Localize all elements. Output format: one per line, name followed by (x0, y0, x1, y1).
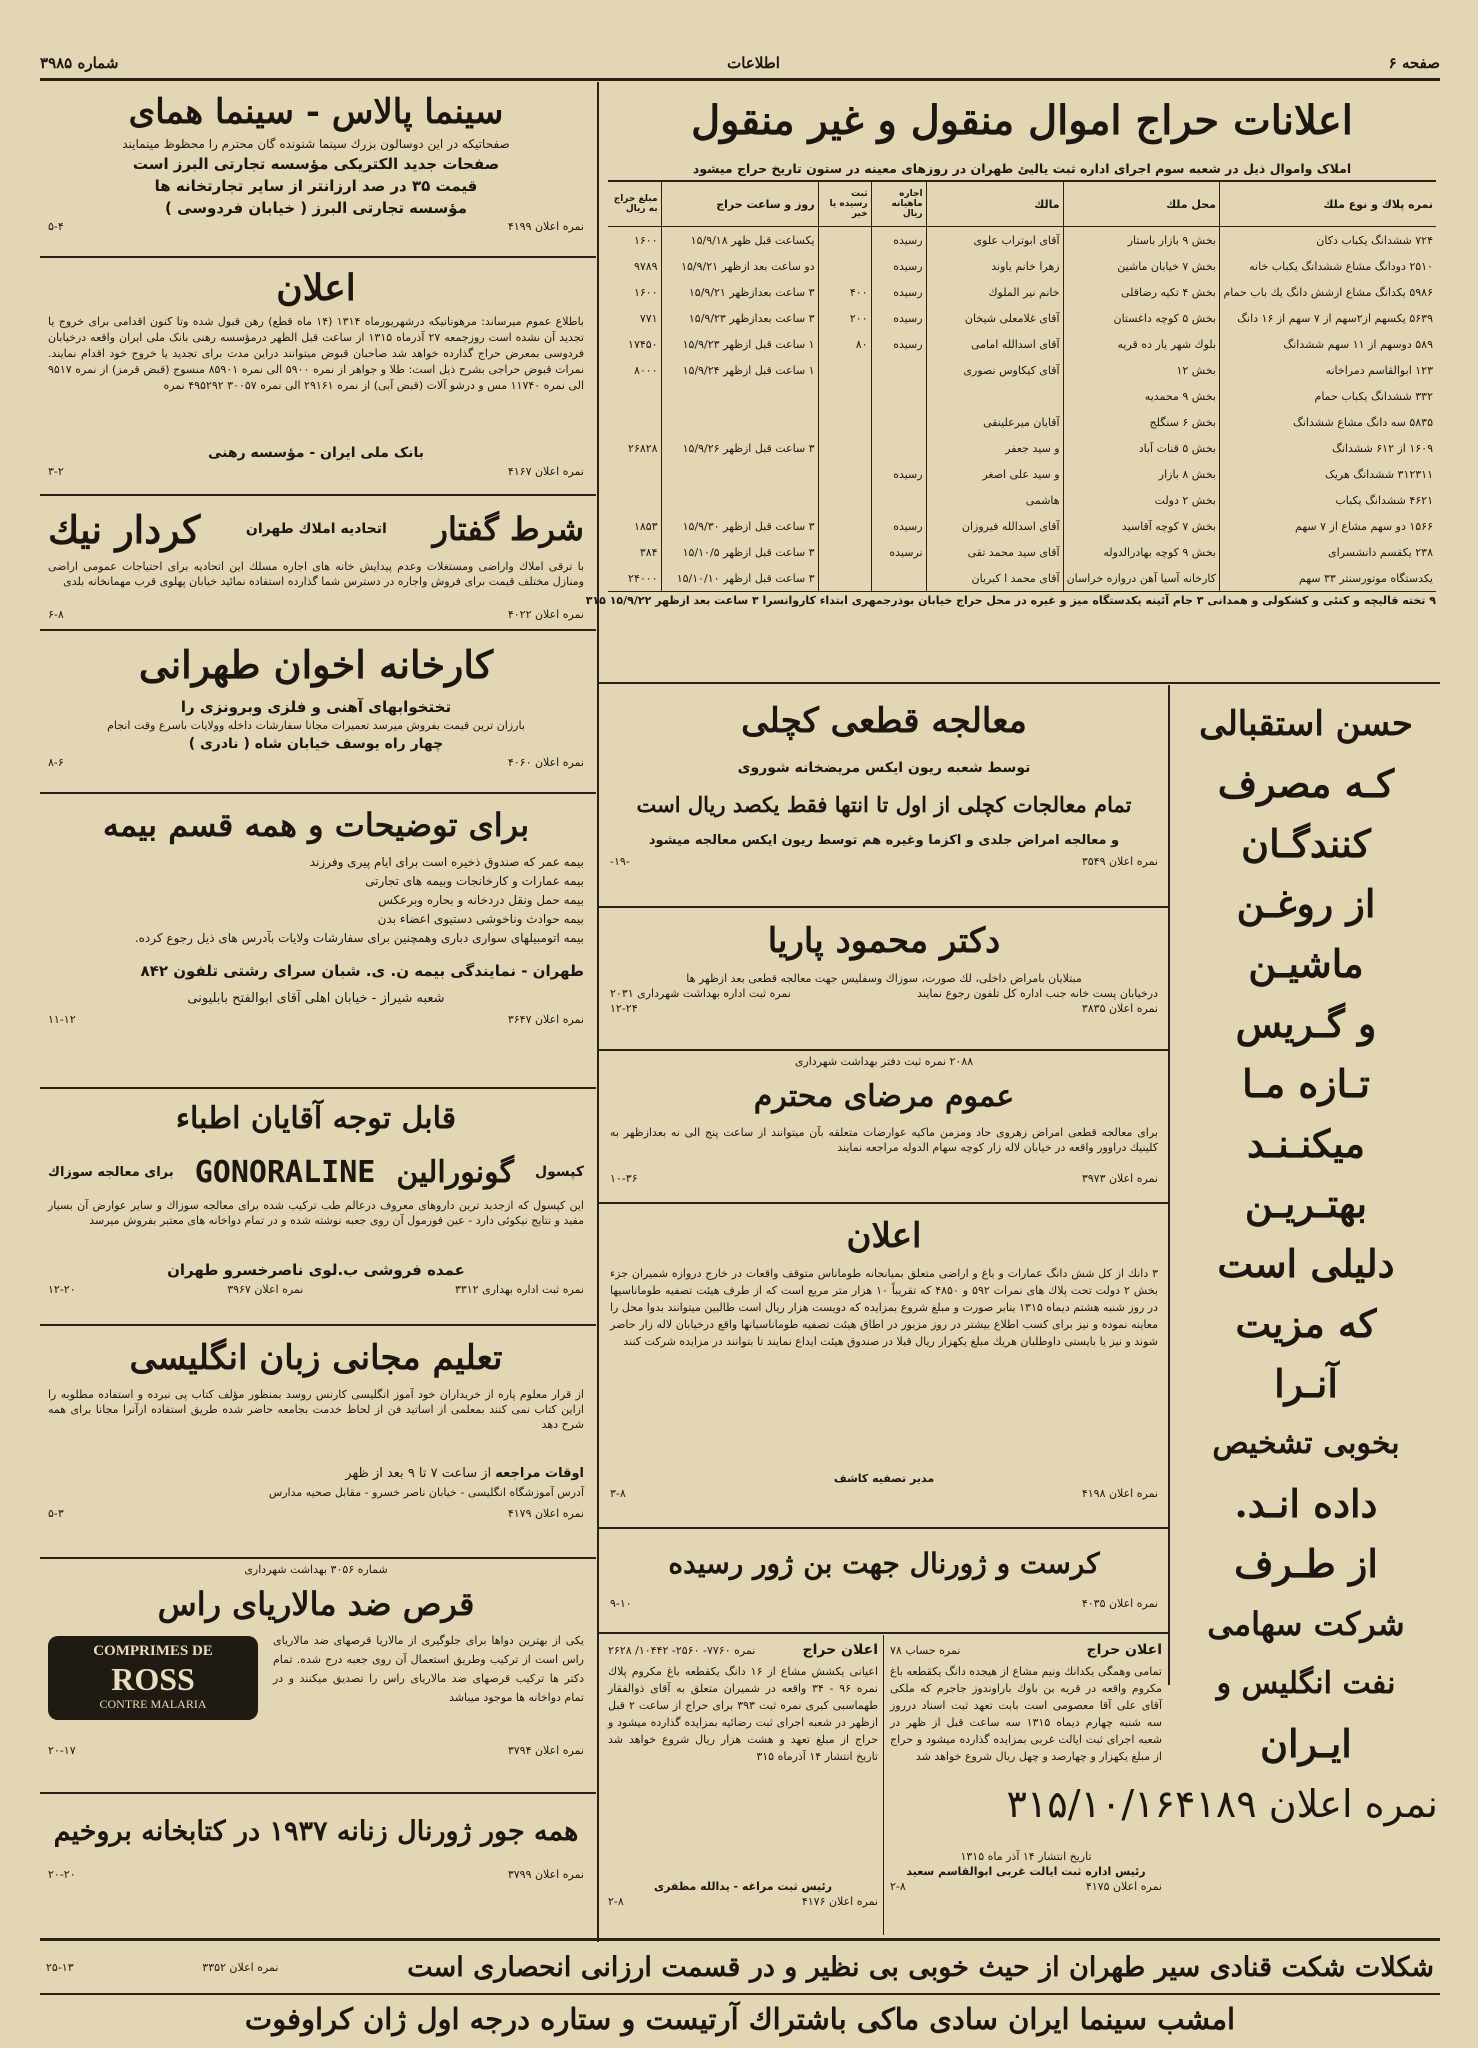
paper-name: اطلاعات (727, 54, 780, 72)
table-cell (661, 409, 818, 435)
table-cell: ۷۷۱ (639, 311, 658, 325)
ad-line: تـازه مـا (1242, 1061, 1370, 1106)
table-cell (818, 409, 871, 435)
table-cell: ۱۸۵۳ (633, 519, 658, 533)
banner-text: شکلات شکت قنادی سیر طهران از حیث خوبی بی نظیر و در قسمت ارزانی انحصاری است (407, 1951, 1434, 1983)
table-cell: ۲۶۸۲۸ (628, 441, 658, 455)
ad-title: شرط گفتار (432, 510, 584, 548)
notice-number: نمره اعلان ۳۹۷۳ (1081, 1172, 1158, 1185)
table-cell: بخش ۶ سنگلج (1063, 409, 1219, 435)
table-cell: ۱ ساعت قبل ازظهر ۱۵/۹/۲۴ (661, 357, 818, 383)
ad-body: از قرار معلوم پاره از خریداران خود آموز انگلیسی کارنس روسد بمنظور مؤلف کتاب پی نبرده و استفاده مطلوبه را ازاین کتاب نمی کنند بمعلمی از اساتید فن از لحاظ خدمت بجامعه حاضر شده طریق استفاده ازآنرا مجانا برای همه شرح دهد (48, 1388, 584, 1431)
list-item: بیمه حمل ونقل دردخانه و بحاره وبرعکس (378, 893, 584, 907)
ad-line: بهتـریـن (1244, 1181, 1368, 1226)
table-cell (661, 461, 818, 487)
table-cell (818, 513, 871, 539)
ad-line: تختخوابهای آهنی و فلزی وبرونزی را (180, 698, 452, 716)
table-cell (608, 409, 661, 435)
notice-code: ۲-۸ (608, 1895, 624, 1908)
notice-title: اعلان حراج (1086, 1642, 1162, 1658)
journal-bookstore-ad (40, 1795, 592, 1905)
table-cell (818, 435, 871, 461)
ad-line: کـه مصرف (1217, 761, 1395, 806)
ad-title: دکتر محمود پاریا (767, 921, 1001, 961)
table-row (608, 253, 1436, 279)
ad-line: قیمت ۳۵ در صد ارزانتر از سایر تجارتخانه ها (154, 177, 478, 195)
notice-signature: بانک ملی ایران - مؤسسه رهنی (208, 445, 424, 461)
table-cell: رسیده (871, 331, 926, 357)
ad-line: صفحاتیکه در این دوسالون بزرك سینما شنونده گان محترم را محظوظ مینمایند (122, 137, 510, 151)
table-cell: رسیده (871, 279, 926, 305)
ad-line: که مزیت (1235, 1301, 1377, 1346)
ad-suffix: برای معالجه سوزاك (48, 1164, 174, 1180)
ad-title: تعلیم مجانی زبان انگلیسی (129, 1338, 503, 1378)
notice-number: نمره اعلان ۴۱۸۹ (1174, 1782, 1438, 1826)
ad-line: دلیلی است (1217, 1241, 1395, 1286)
list-item: بیمه عمر که صندوق ذخیره است برای ایام پیری وفرزند (309, 855, 584, 869)
table-cell: بخش ۴ تکیه رضاقلی (1063, 279, 1219, 305)
notice-body: اعیانی یکشش مشاع از ۱۶ دانگ یکقطعه باغ مکروم پلاك نمره ۹۶ - ۳۴ واقعه در شمیران متعلق به آقای ذوالفقار طهماسبی کبری نمره ثبت ۳۹۳ برای حراج از ساعت ۲ قبل ازظهر در شعبه اجرای ثبت رضائیه بمزایده گذارده میشود و حراج از مبلغ تعهد و هشت هزار ریال شروع خواهد شد تاریخ انتشار ۱۴ آذرماه ۳۱۵ (608, 1665, 879, 1763)
table-row (608, 565, 1436, 591)
table-cell: آقای ابوتراب علوی (926, 227, 1063, 254)
ad-brand: کردار نیك (48, 506, 201, 552)
table-cell: ۵۸۳۵ سه دانگ مشاع ششدانگ (1220, 409, 1437, 435)
table-cell (871, 487, 926, 513)
ad-line: و معالجه امراض جلدی و اکزما وغیره هم توسط ریون ایکس معالجه میشود (648, 833, 1120, 848)
kerdarnik-ad (40, 497, 592, 627)
table-cell (608, 461, 661, 487)
table-cell: ۱ ساعت قبل ازظهر ۱۵/۹/۲۳ (661, 331, 818, 357)
table-cell: بخش ۸ بازار (1063, 461, 1219, 487)
notice-number: نمره اعلان ۴۱۷۶ (801, 1895, 878, 1908)
table-cell (661, 383, 818, 409)
ad-line: از روغـن (1236, 881, 1376, 926)
agent-address: طهران - نمایندگی بیمه ن. ی. شبان سرای رشتی تلفون ۸۴۲ (140, 962, 584, 980)
table-cell: ۳ ساعت قبل ازظهر ۱۵/۱۰/۱۰ (661, 565, 818, 591)
permit-number: شماره ۳۰۵۶ بهداشت شهرداری (244, 1563, 388, 1576)
ad-title: کارخانه اخوان طهرانی (138, 642, 494, 687)
table-cell: ۸۰ (818, 331, 871, 357)
notice-code: ۲۰-۱۷ (48, 1744, 76, 1757)
table-cell: ۱۷۴۵۰ (628, 337, 658, 351)
column-header: محل ملك (1063, 182, 1219, 227)
dr-paria-ad (604, 909, 1164, 1047)
table-cell: رسیده (871, 305, 926, 331)
auction-footer: ۹ تخته قالیچه و کنئی و کشکولی و همدانی ۳ جام آئینه یکدستگاه میز و غیره در محل حراج خیابان بوذرجمهری ابتداء کاروانسرا ۳ ساعت بعد ازظهر ۱۵/۹/۲۲ ۳۱۵ (608, 591, 1436, 610)
column-header: مبلغ حراج به ریال (608, 182, 661, 227)
cinema-iran-banner (40, 1996, 1440, 2044)
table-cell: دو ساعت بعد ازظهر ۱۵/۹/۲۱ (661, 253, 818, 279)
notice-number: نمره اعلان ۴۱۹۹ (507, 220, 584, 233)
table-row (608, 331, 1436, 357)
table-cell: ۵۸۹ دوسهم از ۱۱ سهم ششدانگ (1220, 331, 1437, 357)
banner-text: امشب سینما ایران سادی ماکی باشتراك آرتیست و ستاره درجه اول ژان کراوفوت (244, 2002, 1236, 2036)
package-text: CONTRE MALARIA (99, 1697, 207, 1711)
ikhvan-ad (40, 632, 592, 790)
notice-code: ۸-۶ (48, 756, 64, 769)
auction-title: اعلانات حراج اموال منقول و غیر منقول (691, 97, 1353, 144)
seller: عمده فروشی ب.لوی ناصرخسرو طهران (167, 1261, 465, 1279)
table-cell (871, 565, 926, 591)
notice-number: نمره اعلان ۴۱۷۹ (507, 1507, 584, 1520)
ad-line: مبتلایان بامراض داخلی، لك صورت، سوزاك وسفلیس جهت معالجه قطعی بعد ازظهر ها (686, 972, 1082, 985)
page-number: صفحه ۶ (1388, 54, 1440, 72)
table-cell: ۳ ساعت بعدازظهر ۱۵/۹/۲۱ (661, 279, 818, 305)
notice-file-number: نمره حساب ۷۸ (890, 1643, 961, 1657)
table-cell: رسیده (871, 513, 926, 539)
notice-code: ۳-۸ (610, 1487, 626, 1500)
ad-line: بخوبی تشخیص (1212, 1426, 1400, 1461)
table-cell: بخش ۹ محمدیه (1063, 383, 1219, 409)
notice-signature: رئیس اداره ثبت ایالت غربی ابوالقاسم سعید (906, 1865, 1146, 1878)
notice-number: نمره اعلان ۳۷۹۹ (507, 1868, 584, 1881)
chocolate-banner (40, 1942, 1440, 1992)
ad-body: یکی از بهترین دواها برای جلوگیری از مالاریا قرصهای ضد مالاریای راس است از ترکیب وطریق استعمال آن روی جعبه درج شده. تمام دکتر ها ترکیب قرصهای ضد مالاریای راس را تصدیق میکنند و در تمام دواخانه ها موجود میباشد (273, 1634, 584, 1704)
table-cell: ۲۴۰۰۰ (628, 571, 658, 585)
ad-line: ایـران (1260, 1721, 1352, 1766)
notice-number: نمره اعلان ۳۳۵۲ (202, 1960, 279, 1974)
table-cell (818, 487, 871, 513)
table-cell: ۸۰۰۰ (633, 363, 658, 377)
notice-code: ۵-۴ (48, 220, 64, 233)
notice-number: نمره اعلان ۳۸۳۵ (1081, 1002, 1158, 1015)
ad-body: با ترقی املاك واراضی ومستغلات وعدم پیدایش خانه های اجاره مسلك این اتحادیه برای احتیاجات عمومی اراضی ومنازل مختلف قیمت برای فروش واجاره در دسترس شما گذارده استفاده نمائید خیابان پهلوی قرب مهمانخانه بلدی (48, 560, 584, 588)
table-cell: ۱۵۶۶ دو سهم مشاع از ۷ سهم (1220, 513, 1437, 539)
table-header-row (608, 182, 1436, 227)
table-row (608, 461, 1436, 487)
permit-number: ۲۰۸۸ نمره ثبت دفتر بهداشت شهرداری (794, 1055, 974, 1068)
table-cell: بخش ۵ کوچه داغستان (1063, 305, 1219, 331)
table-cell: بخش ۷ خیابان ماشین (1063, 253, 1219, 279)
ad-line: نفت انگلیس و (1216, 1666, 1396, 1701)
notice-number: نمره اعلان ۴۱۷۵ (1085, 1880, 1162, 1893)
ad-line: شرکت سهامی (1207, 1605, 1405, 1643)
notice-code: ۱۰-۳۶ (610, 1172, 638, 1185)
page-header (40, 50, 1440, 76)
ad-line: کنندگـان (1241, 821, 1371, 866)
ad-title: قابل توجه آقایان اطباء (175, 1101, 457, 1136)
school-address: آدرس آموزشگاه انگلیسی - خیابان ناصر خسرو - مقابل صحیه مدارس (268, 1486, 584, 1499)
malaria-pill-ad (40, 1560, 592, 1790)
notice-code: ۳۱۵/۱۰/۱۶ (1006, 1782, 1175, 1826)
zohravi-clinic-ad (604, 1052, 1164, 1200)
auction-subtitle: املاک واموال ذیل در شعبه سوم اجرای اداره ثبت یالیئ طهران در روزهای معینه در ستون تاریخ حراج میشود (608, 158, 1436, 182)
list-item: بیمه اتومبیلهای سواری دباری وهمچنین برای سفارشات ولایات بآدرس های ذیل رجوع کرده. (134, 931, 584, 945)
table-cell: و سید علی اصغر (926, 461, 1063, 487)
ad-body: این کپسول که ازجدید ترین داروهای معروف درعالم طب ترکیب شده برای معالجه سوزاك و سایر عوارض آن بسیار مفید و نتایج نیکوئی دارد - عین فورمول آن روی جعبه نوشته شده و در تمام دواخانه های معتبر بفروش میرسد (48, 1199, 584, 1227)
table-cell: ۵۹۸۶ یکدانگ مشاع ازشش دانگ یك باب حمام (1220, 279, 1437, 305)
table-cell: ۱۶۰۰ (633, 285, 658, 299)
notice-signature: مدیر تصفیه کاشف (833, 1472, 935, 1485)
ad-line: درخیابان پست خانه جنب اداره کل تلفون رجوع نمایند (917, 987, 1158, 1000)
table-cell: ۲۵۱۰ دودانگ مشاع ششدانگ یکباب خانه (1220, 253, 1437, 279)
ad-subtitle: اتحادیه املاك طهران (245, 521, 387, 537)
notice-title: اعلان (276, 267, 356, 309)
table-cell: ۳ ساعت قبل ازظهر ۱۵/۹/۲۶ (661, 435, 818, 461)
table-cell: ۳۸۴ (639, 545, 658, 559)
insurance-list (48, 853, 584, 948)
ad-title: برای توضیحات و همه قسم بیمه (102, 806, 530, 844)
table-cell: ۳ ساعت قبل ازظهر ۱۵/۹/۳۰ (661, 513, 818, 539)
auction-notice-left (604, 1635, 882, 1935)
table-row (608, 409, 1436, 435)
notice-signature: رئیس ثبت مراغه - یدالله مظفری (653, 1880, 832, 1893)
column-header: مالك (926, 182, 1063, 227)
table-cell (871, 409, 926, 435)
package-brand: ROSS (111, 1661, 195, 1697)
ad-title: همه جور ژورنال زنانه ۱۹۳۷ در کتابخانه بروخیم (53, 1816, 579, 1847)
cinema-palace-ad (40, 84, 592, 254)
table-row (608, 279, 1436, 305)
insurance-ad (40, 795, 592, 1085)
ad-body: برای معالجه قطعی امراض زهروی حاد ومزمن ماکیه عوارضات متعلقه بآن میتوانند از ساعت پنج الی نه بعدازظهر به کلینیك دراوور واقعه در خیابان لاله زار کوچه سهام الدوله مراجعه نمایند (610, 1126, 1158, 1154)
table-cell: ۴۰۰ (818, 279, 871, 305)
ad-main-line: تمام معالجات کچلی از اول تا انتها فقط یکصد ریال است (636, 792, 1132, 817)
notice-file-number: نمره ۷۷۶۰- ۲۵۶۰- ۱۰۴۴۲/ ۲۶۲۸ (608, 1643, 756, 1657)
ad-line: حسن استقبالی (1199, 704, 1413, 744)
table-row (608, 487, 1436, 513)
issue-number: شماره ۳۹۸۵ (40, 54, 119, 72)
notice-code: ۲۰-۲۰ (48, 1868, 76, 1881)
ad-line: چهار راه یوسف خیابان شاه ( نادری ) (188, 736, 444, 752)
hours-value: از ساعت ۷ تا ۹ بعد از ظهر (345, 1466, 492, 1481)
table-cell: آقای غلامعلی شیخان (926, 305, 1063, 331)
ad-line: داده انـد. (1234, 1481, 1378, 1526)
table-cell: آقای اسدالله امامی (926, 331, 1063, 357)
table-cell (818, 357, 871, 383)
table-cell (818, 461, 871, 487)
table-cell (608, 383, 661, 409)
column-header: اجاره ماهیانه ریال (871, 182, 926, 227)
kachali-ad (604, 686, 1164, 904)
notice-title: اعلان حراج (802, 1642, 878, 1658)
column-header: نمره پلاك و نوع ملك (1220, 182, 1437, 227)
ad-prefix: کپسول (534, 1164, 584, 1180)
table-cell (871, 357, 926, 383)
notice-number: نمره اعلان ۴۱۹۸ (1081, 1487, 1158, 1500)
table-cell: ۹۷۸۹ (633, 259, 658, 273)
notice-number: نمره اعلان ۴۰۶۰ (507, 756, 584, 769)
notice-body: ۳ دانك از کل شش دانگ عمارات و باغ و اراضی متعلق بمیانحانه طوماناس متوقف واقعات در خارج دروازه شمیران جزء بخش ۲ دولت تحت پلاك های نمرات ۵۹۲ و ۴۸۵۰ که تقریباً ۱۰ هزار متر مربع است که از طرف هیئت تصفیه طوماناسیها در روز شنبه هشتم دیماه ۱۳۱۵ بنابر صورت و مبلغ شروع بمزایده که دویست هزار ریال است طالبین میتوانند بدوا محل را معاینه نموده و نیز برای کسب اطلاع بیشتر در روز مزبور در اطاق هیئت تصفیه طوماناسیانها واقع درخیابان لاله زار حاضر شوند و نیز یا بایستی داوطلبان هریك مبلغ یکهزار ریال قبلا در صندوق هیئت ایداع نمایند تا بتوانند در مزایده شرکت کنند (610, 1267, 1158, 1348)
table-cell (818, 253, 871, 279)
table-cell: آقای سید محمد تقی (926, 539, 1063, 565)
table-cell (926, 383, 1063, 409)
table-cell (818, 539, 871, 565)
permit-number: نمره ثبت اداره بهداری ۳۳۱۲ (454, 1283, 584, 1296)
table-cell: آقای اسدالله فیروزان (926, 513, 1063, 539)
notice-body: تمامی وهمگی یکدانك ونیم مشاع از هیجده دانگ یکقطعه باغ مکروم واقعه در قریه بن باوك باراوندوز جاجرم که ملکی آقای علی آقا معصومی است بابت تعهد ثبت اسناد درروز سه شنبه چهارم دیماه ۱۳۱۵ سه ساعت قبل از ظهر در شعبه اجرای ثبت ایالت غربی بمزایده گذارده میشود و حراج از مبلغ یکهزار و چهارصد و چهل ریال شروع خواهد شد (890, 1665, 1162, 1763)
notice-number: نمره اعلان ۳۹۶۷ (227, 1283, 304, 1296)
bank-pawn-notice (40, 260, 592, 492)
notice-code: ۱۲-۲۴ (610, 1002, 638, 1015)
table-cell: ۱۲۳ ابوالقاسم دمراخانه (1220, 357, 1437, 383)
table-cell: ۳۱۲۳۱۱ ششدانگ هریک (1220, 461, 1437, 487)
table-cell: ۱۶۰۹ از ۶۱۲ ششدانگ (1220, 435, 1437, 461)
table-cell: ۳ ساعت قبل ازظهر ۱۵/۱۰/۵ (661, 539, 818, 565)
table-cell: آقای کیکاوس نصوری (926, 357, 1063, 383)
corset-journal-ad (604, 1530, 1164, 1630)
ad-title: کرست و ژورنال جهت بن ژور رسیده (668, 1547, 1100, 1580)
english-lesson-ad (40, 1327, 592, 1555)
table-cell: هاشمی (926, 487, 1063, 513)
notice-number: نمره اعلان ۴۱۶۷ (507, 465, 584, 478)
pill-package-image (48, 1636, 258, 1720)
ad-line: صفحات جدید الکتریکی مؤسسه تجارتی البرز است (132, 155, 500, 173)
table-cell: رسیده (871, 461, 926, 487)
table-cell: رسیده (871, 227, 926, 254)
table-cell: نرسیده (871, 539, 926, 565)
notice-code: ۶-۸ (48, 608, 64, 621)
hours-label: اوقات مراجعه (495, 1466, 584, 1481)
list-item: بیمه عمارات و کارخانجات وبیمه های تجارتی (365, 874, 584, 888)
table-cell: یکدستگاه موتورسنتر ۳۳ سهم (1220, 565, 1437, 591)
notice-number: نمره اعلان ۳۵۴۹ (1081, 855, 1158, 868)
table-cell: ۳۳۲ ششدانگ یکباب حمام (1220, 383, 1437, 409)
ad-subtitle: توسط شعبه ریون ایکس مریضخانه شوروی (737, 760, 1031, 776)
table-row (608, 383, 1436, 409)
table-cell: آقایان میرعلینقی (926, 409, 1063, 435)
table-cell (818, 227, 871, 254)
notice-code: ۳-۲ (48, 465, 64, 478)
table-row (608, 539, 1436, 565)
ad-line: از طـرف (1234, 1541, 1378, 1586)
table-cell: ۵۶۳۹ یکسهم از۲سهم از ۷ سهم از ۱۶ دانگ (1220, 305, 1437, 331)
table-cell: ۳ ساعت بعدازظهر ۱۵/۹/۲۳ (661, 305, 818, 331)
notice-number: نمره اعلان ۳۷۹۴ (507, 1744, 584, 1757)
table-cell: ۴۶۲۱ ششدانگ یکباب (1220, 487, 1437, 513)
table-cell (818, 383, 871, 409)
ad-title: معالجه قطعی کچلی (741, 701, 1027, 741)
table-cell: آقای محمد ا کبریان (926, 565, 1063, 591)
table-cell: بخش ۹ کوچه بهادرالدوله (1063, 539, 1219, 565)
table-row (608, 305, 1436, 331)
notice-code: ۱۲-۲۰ (48, 1283, 76, 1296)
permit-number: نمره ثبت اداره بهداشت شهرداری ۲۰۳۱ (610, 987, 791, 1000)
table-row (608, 227, 1436, 254)
table-row (608, 435, 1436, 461)
table-cell: بخش ۱۲ (1063, 357, 1219, 383)
table-cell: زهرا خانم یاوند (926, 253, 1063, 279)
notice-code: ۱۱-۱۲ (48, 1013, 76, 1026)
notice-code: ۲-۸ (890, 1880, 906, 1893)
notice-body: باطلاع عموم میرساند: مرهونانیکه درشهریورماه ۱۳۱۴ (۱۴ ماه قطع) رهن قبول شده وتا کنون اقدامی برای خروج یا تجدید آن نشده است روزجمعه ۲۷ آذرماه ۱۳۱۵ از ساعت قبل الظهر درمؤسسه رهنی بانک ملی ایران واقعه درخیابان فردوسی بمعرض حراج گذارده خواهد شد صاحبان قبوض میتوانند دراین مدت برای تجدید یا خروج خود اقدام نمایند. نمرات قبوض حراجی بشرح ذیل است: طلا و جواهر از نمره ۵۹۰۰ الی نمره ۸۵۹۰۱ منسوج (قبض قرمز) از نمره ۹۵۱۷ الی نمره ۱۱۷۴۰ مس و درشو آلات (قبض آبی) از نمره ۲۹۱۶۱ الی نمره ۳۰۰۵۷ ۴۹۵۲۹۲ نمره (48, 315, 585, 392)
branch-address: شعبه شیراز - خیابان اهلی آقای ابوالفتح بابلیونی (187, 991, 445, 1006)
table-cell: یکساعت قبل ظهر ۱۵/۹/۱۸ (661, 227, 818, 254)
table-row (608, 513, 1436, 539)
table-cell: کارخانه آسیا آهن دروازه خراسان (1063, 565, 1219, 591)
garden-sale-notice (604, 1205, 1164, 1525)
package-text: COMPRIMES DE (93, 1643, 213, 1659)
notice-number: نمره اعلان ۳۶۴۷ (507, 1013, 584, 1026)
table-cell (661, 487, 818, 513)
notice-code: ۹-۱۰ (610, 1597, 632, 1610)
table-cell (608, 487, 661, 513)
column-header: ثبت رسیده یا خیر (818, 182, 871, 227)
table-cell (818, 565, 871, 591)
ad-line: میکنـنـد (1247, 1121, 1365, 1166)
table-cell: و سید جعفر (926, 435, 1063, 461)
table-cell (871, 383, 926, 409)
publication-date: تاریخ انتشار ۱۴ آذر ماه ۱۳۱۵ (960, 1850, 1092, 1863)
auction-listing (585, 84, 1440, 680)
table-cell: بخش ۲ دولت (1063, 487, 1219, 513)
table-cell: ۲۳۸ یکقسم دانشسرای (1220, 539, 1437, 565)
table-cell: بخش ۵ قنات آباد (1063, 435, 1219, 461)
product-name: گونورالین (396, 1154, 514, 1190)
ad-title: سینما پالاس - سینما همای (128, 92, 504, 132)
table-cell: ۲۰۰ (818, 305, 871, 331)
ad-line: آنـرا (1274, 1361, 1338, 1406)
column-header: روز و ساعت حراج (661, 182, 818, 227)
notice-number: نمره اعلان ۴۰۲۲ (507, 608, 584, 621)
ad-title: قرص ضد مالاریای راس (157, 1585, 475, 1623)
list-item: بیمه حوادث وناخوشی دستیوی اعضاء بدن (377, 912, 584, 926)
ad-title: عموم مرضای محترم (753, 1079, 1015, 1114)
notice-number: نمره اعلان ۴۰۳۵ (1081, 1597, 1158, 1610)
product-latin-name: GONORALINE (194, 1154, 376, 1190)
auction-table (608, 182, 1436, 591)
ad-line: بارزان ترین قیمت بفروش میرسد تعمیرات مجانا سفارشات داخله وولایات باسرع وقت انجام (107, 719, 525, 732)
notice-code: ۲۵-۱۳ (46, 1960, 74, 1974)
table-cell: بلوك شهر يار ده قریه (1063, 331, 1219, 357)
ad-line: مؤسسه تجارتی البرز ( خیابان فردوسی ) (165, 199, 467, 217)
table-cell: رسیده (871, 253, 926, 279)
table-cell: ۷۲۴ ششدانگ یکباب دکان (1220, 227, 1437, 254)
table-cell: بخش ۷ کوچه آقاسید (1063, 513, 1219, 539)
table-cell: بخش ۹ بازار باستار (1063, 227, 1219, 254)
table-cell: خانم نیر الملوك (926, 279, 1063, 305)
table-row (608, 357, 1436, 383)
notice-code: -۱۹- (610, 855, 630, 868)
table-cell (871, 435, 926, 461)
ad-line: و گـریس (1235, 1001, 1377, 1046)
notice-title: اعلان (846, 1216, 922, 1256)
table-cell: ۱۶۰۰ (633, 233, 658, 247)
gonoraline-ad (40, 1090, 592, 1322)
notice-code: ۵-۳ (48, 1507, 64, 1520)
ad-line: ماشیـن (1248, 941, 1364, 986)
